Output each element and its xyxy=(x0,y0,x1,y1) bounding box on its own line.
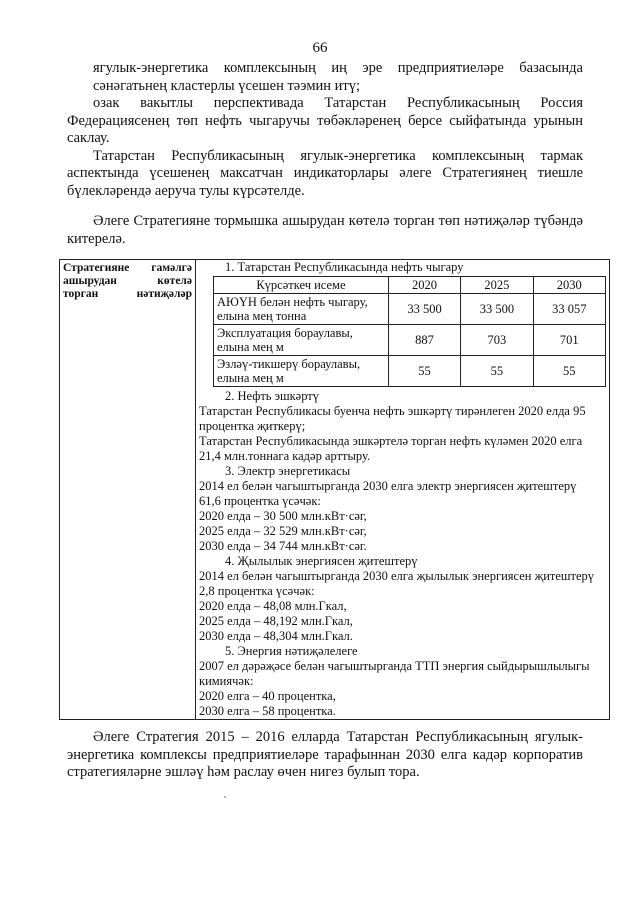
section-line: 2020 елга – 40 процентка, xyxy=(199,689,336,703)
section-title-electric-power: 3. Электр энергетикасы xyxy=(225,464,351,478)
results-content xyxy=(196,260,610,720)
oil-indicators-table xyxy=(213,276,606,387)
intro-line: саклау. xyxy=(67,130,110,146)
conclusion-text: Әлеге Стратегия 2015 – 2016 елларда Татарстан Республикасының ягулык-энергетика комплексы предприятиеләре тарафыннан 2030 елга кадәр корпоратив стратегияләрне эшләү һәм раслау өчен нигез булып тора. xyxy=(67,729,583,780)
row-value-2020: 33 500 xyxy=(388,294,460,325)
section-line: Татарстан Республикасында эшкәртелә торган нефть күләмен 2020 елга xyxy=(199,434,583,448)
results-table xyxy=(59,259,610,720)
section-title-heat-production: 4. Җылылык энергиясен җитештерү xyxy=(225,554,418,568)
section-title-energy-efficiency: 5. Энергия нәтиҗәлелеге xyxy=(225,644,358,658)
header-2025: 2025 xyxy=(461,277,533,294)
section-line: Татарстан Республикасы буенча нефть эшкәртү тирәнлеген 2020 елда 95 xyxy=(199,404,586,418)
section-line: 2025 елда – 48,192 млн.Гкал, xyxy=(199,614,353,628)
header-indicator: Күрсәткеч исеме xyxy=(214,277,389,294)
row-value-2030: 55 xyxy=(533,356,605,387)
section-line: 2014 ел белән чагыштырганда 2030 елга җылылык энергиясен җитештерү xyxy=(199,569,595,583)
section-line: 2,8 процентка үсәчәк: xyxy=(199,584,315,598)
intro-line: Татарстан Республикасының ягулык-энергетика комплексының тармак xyxy=(93,147,583,164)
table-row xyxy=(214,356,606,387)
section-line: 2020 елда – 48,08 млн.Гкал, xyxy=(199,599,347,613)
section-line: 61,6 процентка үсәчәк: xyxy=(199,494,321,508)
results-lead: Әлеге Стратегияне тормышка ашырудан көтелә торган төп нәтиҗәләр түбәндә китерелә. xyxy=(67,213,583,247)
section-line: 2030 елда – 48,304 млн.Гкал. xyxy=(199,629,353,643)
section-line: кимиячәк: xyxy=(199,674,254,688)
section-line: 2030 елга – 58 процентка. xyxy=(199,704,336,718)
table-header-row xyxy=(214,277,606,294)
row-value-2030: 33 057 xyxy=(533,294,605,325)
row-name: АЮҮН белән нефть чыгару, елына мең тонна xyxy=(214,294,389,325)
row-value-2025: 33 500 xyxy=(461,294,533,325)
table-row xyxy=(214,325,606,356)
row-name: Эксплуатация бораулавы, елына мең м xyxy=(214,325,389,356)
section-line: 2020 елда – 30 500 млн.кВт·сәг, xyxy=(199,509,367,523)
row-value-2020: 887 xyxy=(388,325,460,356)
header-2030: 2030 xyxy=(533,277,605,294)
section-line: 21,4 млн.тоннага кадәр арттыру. xyxy=(199,449,371,463)
intro-line: сәнәгатьнең кластерлы үсешен тәэмин итү; xyxy=(93,77,361,94)
row-value-2025: 703 xyxy=(461,325,533,356)
intro-line: озак вакытлы перспективада Татарстан Республикасының Россия xyxy=(93,95,583,111)
page-number: 66 xyxy=(312,40,328,56)
section-line: процентка җиткерү; xyxy=(199,419,306,433)
table-row xyxy=(214,294,606,325)
section-line: 2025 елда – 32 529 млн.кВт·сәг, xyxy=(199,524,367,538)
intro-line: ягулык-энергетика комплексының иң эре предприятиеләре базасында xyxy=(93,60,583,76)
row-name: Эзләү-тикшерү бораулавы, елына мең м xyxy=(214,356,389,387)
intro-text xyxy=(67,60,583,200)
intro-line: Федерациясенең төп нефть чыгаручы төбәкләренең берсе сыйфатында урынын xyxy=(67,112,583,129)
section-line: 2007 ел дәрәҗәсе белән чагыштырганда ТТП энергия сыйдырышлылыгы xyxy=(199,659,590,673)
section-title-oil-refining: 2. Нефть эшкәртү xyxy=(225,389,320,403)
section-line: 2014 ел белән чагыштырганда 2030 елга электр энергиясен җитештерү xyxy=(199,479,577,493)
scan-speck xyxy=(224,796,226,798)
row-value-2020: 55 xyxy=(388,356,460,387)
results-label: Стратегияне гамәлгә ашырудан көтелә торган нәтиҗәләр xyxy=(60,260,196,720)
intro-line: аспектында үсешенең максатчан индикаторлары әлеге Стратегиянең тиешле xyxy=(67,165,583,181)
row-value-2030: 701 xyxy=(533,325,605,356)
header-2020: 2020 xyxy=(388,277,460,294)
row-value-2025: 55 xyxy=(461,356,533,387)
section-title-oil-extraction: 1. Татарстан Республикасында нефть чыгару xyxy=(225,260,464,274)
intro-line: бүлекләрендә аеруча тулы күрсәтелде. xyxy=(67,182,305,199)
section-line: 2030 елда – 34 744 млн.кВт·сәг. xyxy=(199,539,367,553)
